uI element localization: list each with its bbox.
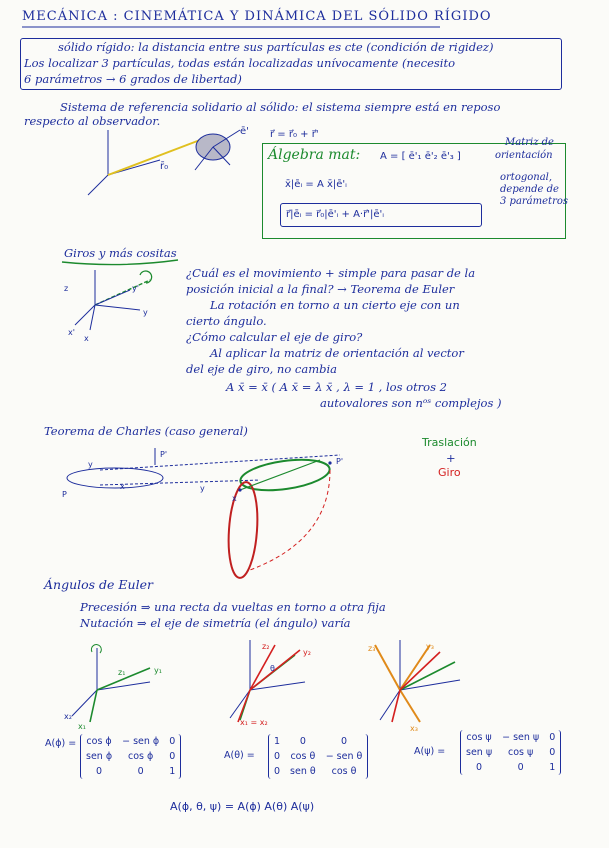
charles-label-p-prime-2: P' bbox=[336, 457, 344, 466]
matrix-a-phi-label: A(ϕ) = bbox=[45, 738, 77, 749]
rotation-line6: Al aplicar la matriz de orientación al vector bbox=[210, 346, 464, 360]
ref-system-line1: Sistema de referencia solidario al sólido: el sistema siempre está en reposo bbox=[60, 100, 501, 114]
euler-heading: Ángulos de Euler bbox=[44, 577, 153, 592]
rotation-line5: ¿Cómo calcular el eje de giro? bbox=[186, 330, 363, 344]
traslacion-label: Traslación bbox=[422, 436, 477, 449]
linear-algebra-heading: Álgebra mat: bbox=[268, 147, 361, 163]
rot-axis-x-prime: x' bbox=[68, 328, 75, 337]
euler-label-theta: θ bbox=[270, 664, 275, 673]
note-ortogonal: ortogonal, bbox=[500, 172, 553, 183]
euler-label-x1-eq-x2: x₁ = x₂ bbox=[240, 718, 268, 727]
x-transform-eq: x̄|ēᵢ = A x̄|ē'ᵢ bbox=[285, 179, 347, 190]
charles-label-p: P bbox=[62, 490, 67, 499]
orientation-matrix-eq: A = [ ē'₁ ē'₂ ē'₃ ] bbox=[380, 151, 461, 162]
r-sum-equation: r⃗ = r⃗₀ + r⃗' bbox=[270, 129, 319, 140]
euler-label-x2: x₂ bbox=[64, 712, 72, 721]
position-transform-eq: r⃗|ēᵢ = r⃗₀|ē'ᵢ + A·r⃗'|ē'ᵢ bbox=[286, 209, 385, 220]
euler-label-x3: x₃ bbox=[410, 724, 418, 733]
matrix-a-psi-body: cos ψ − sen ψ 0 sen ψ cos ψ 0 0 0 1 bbox=[460, 730, 561, 775]
euler-label-y1: y₁ bbox=[154, 666, 162, 675]
rotation-line7: del eje de giro, no cambia bbox=[186, 362, 338, 376]
rot-axis-y: y bbox=[143, 308, 148, 317]
charles-heading: Teorema de Charles (caso general) bbox=[44, 424, 248, 438]
rotation-line2: posición inicial a la final? → Teorema de Euler bbox=[186, 282, 455, 296]
euler-nutacion: Nutación ⇒ el eje de simetría (el ángulo) varía bbox=[80, 616, 351, 630]
rotation-heading: Giros y más cositas bbox=[64, 246, 177, 260]
matrix-a-phi bbox=[40, 736, 79, 751]
rigid-def-line3: 6 parámetros → 6 grados de libertad) bbox=[24, 72, 242, 86]
charles-label-x-2: x bbox=[232, 494, 237, 503]
euler-label-x1: x₁ bbox=[78, 722, 86, 731]
ref-system-line2: respecto al observador. bbox=[24, 114, 161, 128]
rotation-line1: ¿Cuál es el movimiento + simple para pasar de la bbox=[186, 266, 476, 280]
rot-axis-y-prime: y' bbox=[132, 284, 139, 293]
euler-label-z1: z₁ bbox=[118, 668, 126, 677]
note-matriz: Matriz de bbox=[505, 137, 554, 148]
rot-axis-z: z bbox=[64, 284, 69, 293]
rotation-line8: A x̄ = x̄ ( A x̄ = λ x̄ , λ = 1 , los otros 2 bbox=[226, 380, 447, 394]
euler-label-z2: z₂ bbox=[262, 642, 270, 651]
rotation-line4: cierto ángulo. bbox=[186, 314, 267, 328]
rigid-def-line2: Los localizar 3 partículas, todas están localizadas unívocamente (necesito bbox=[24, 56, 456, 70]
rotation-line9: autovalores son nᵒˢ complejos ) bbox=[320, 396, 502, 410]
matrix-a-theta-label: A(θ) = bbox=[224, 750, 255, 761]
charles-label-y-2: y bbox=[200, 484, 205, 493]
matrix-a-phi-body: cos ϕ − sen ϕ 0 sen ϕ cos ϕ 0 0 0 1 bbox=[80, 734, 181, 779]
matrix-a-theta-body: 1 0 0 0 cos θ − sen θ 0 sen θ cos θ bbox=[268, 734, 368, 779]
note-orientacion: orientación bbox=[495, 150, 553, 161]
frame-label-r0: r̄₀ bbox=[160, 161, 169, 172]
plus-label: + bbox=[446, 451, 456, 465]
note-parametros: 3 parámetros bbox=[500, 196, 568, 207]
euler-precesion: Precesión ⇒ una recta da vueltas en torno a otra fija bbox=[80, 600, 386, 614]
rigid-def-line1: sólido rígido: la distancia entre sus partículas es cte (condición de rigidez) bbox=[58, 40, 494, 54]
charles-label-x: x bbox=[120, 482, 125, 491]
matrix-a-psi-label: A(ψ) = bbox=[414, 746, 446, 757]
frame-label-e-prime: ē' bbox=[240, 126, 249, 137]
rotation-line3: La rotación en torno a un cierto eje con un bbox=[210, 298, 460, 312]
euler-product-formula: A(ϕ, θ, ψ) = A(ϕ) A(θ) A(ψ) bbox=[170, 800, 315, 813]
rot-axis-x: x bbox=[84, 334, 89, 343]
euler-label-y2: y₂ bbox=[303, 648, 311, 657]
note-depende: depende de bbox=[500, 184, 559, 195]
euler-label-z3: z₃ bbox=[368, 644, 376, 653]
charles-label-p-prime: P' bbox=[160, 450, 168, 459]
page-title: MECÁNICA : CINEMÁTICA Y DINÁMICA DEL SÓLIDO RÍGIDO bbox=[22, 9, 492, 24]
giro-label: Giro bbox=[438, 466, 461, 479]
charles-label-y: y bbox=[88, 460, 93, 469]
euler-label-y3: y₃ bbox=[426, 642, 434, 651]
